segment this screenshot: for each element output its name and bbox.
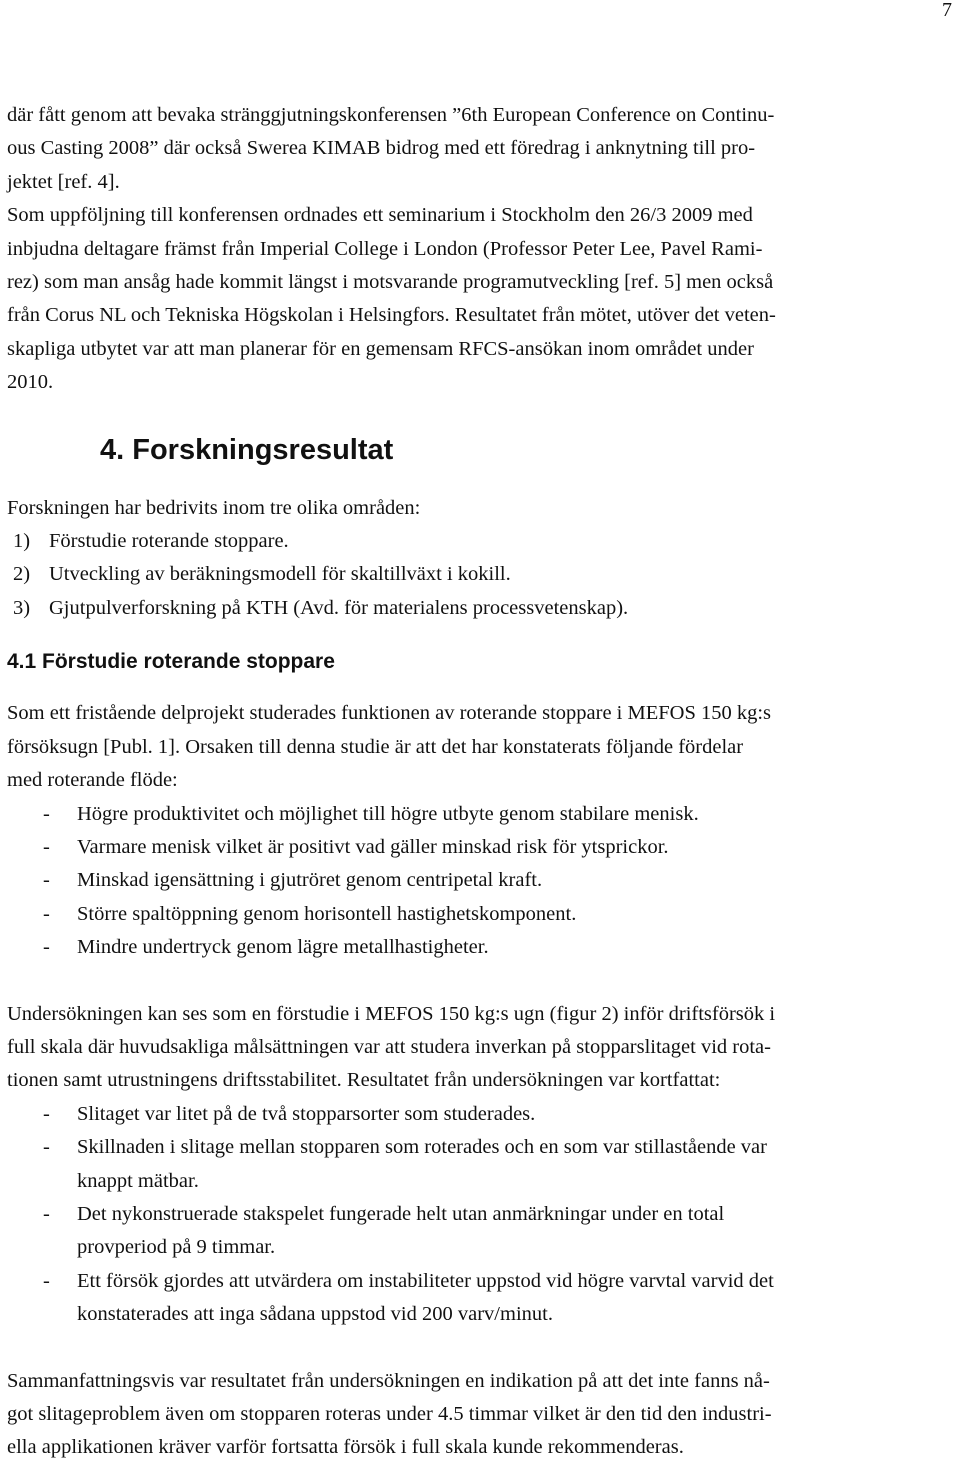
- intro-paragraph: [7, 99, 953, 400]
- list-item: [7, 525, 953, 558]
- list-item-text: [77, 1265, 953, 1332]
- list-item-text: Högre produktivitet och möjlighet till högre utbyte genom stabilare menisk.: [77, 802, 699, 825]
- text-line: got slitageproblem även om stopparen roteras under 4.5 timmar vilket är den tid den industri-: [7, 1403, 772, 1425]
- text-line: Skillnaden i slitage mellan stopparen som roterades och en som var stillastående var: [77, 1136, 767, 1159]
- text-line: ous Casting 2008” där också Swerea KIMAB bidrog med ett föredrag i anknytning till pro-: [7, 137, 756, 160]
- text-line: konstaterades att inga sådana uppstod vid 200 varv/minut.: [77, 1303, 553, 1326]
- list-item-text: Gjutpulverforskning på KTH (Avd. för materialens processvetenskap).: [49, 596, 629, 619]
- text-line: 2010.: [7, 371, 54, 394]
- list-item: [7, 798, 953, 831]
- text-line: Som ett fristående delprojekt studerades funktionen av roterande stoppare i MEFOS 150 kg:s: [7, 702, 772, 725]
- list-number: 3): [13, 596, 31, 619]
- text-line: Som uppföljning till konferensen ordnades ett seminarium i Stockholm den 26/3 2009 med: [7, 204, 753, 227]
- text-line: inbjudna deltagare främst från Imperial College i London (Professor Peter Lee, Pavel Rami-: [7, 237, 763, 260]
- list-item-text: Förstudie roterande stoppare.: [49, 530, 289, 553]
- list-item: [7, 558, 953, 591]
- text-line: där fått genom att bevaka stränggjutningskonferensen ”6th European Conference on Continu-: [7, 104, 775, 126]
- dash-bullet: -: [43, 1102, 50, 1125]
- paragraph: [7, 1365, 953, 1465]
- spacer: [7, 1332, 953, 1365]
- text-line: försöksugn [Publ. 1]. Orsaken till denna studie är att det har konstaterats följande fördelar: [7, 735, 744, 758]
- paragraph: [7, 998, 953, 1098]
- text-line: tionen samt utrustningens driftsstabilitet. Resultatet från undersökningen var kortfattat:: [7, 1069, 721, 1092]
- text-line: ella applikationen kräver varför fortsatta försök i full skala kunde rekommenderas.: [7, 1436, 684, 1459]
- list-item-text: Mindre undertryck genom lägre metallhastigheter.: [77, 936, 489, 959]
- list-item-text: [77, 1198, 953, 1265]
- dash-bullet: -: [43, 1269, 50, 1292]
- text-line: Ett försök gjordes att utvärdera om instabiliteter uppstod vid högre varvtal varvid det: [77, 1269, 774, 1292]
- text-line: Slitaget var litet på de två stopparsorter som studerades.: [77, 1102, 536, 1125]
- list-number: 1): [13, 530, 31, 553]
- text-line: full skala där huvudsakliga målsättningen var att studera inverkan på stopparslitaget vid rota-: [7, 1035, 771, 1058]
- bullet-list: [7, 1098, 953, 1332]
- list-item: [7, 592, 953, 625]
- section-heading: 4. Forskningsresultat: [100, 433, 394, 466]
- text-line: med roterande flöde:: [7, 769, 178, 792]
- list-item: [7, 1098, 953, 1131]
- dash-bullet: -: [43, 902, 50, 925]
- section-lead: Forskningen har bedrivits inom tre olika områden:: [7, 496, 421, 519]
- spacer: [7, 965, 953, 998]
- dash-bullet: -: [43, 835, 50, 858]
- list-number: 2): [13, 563, 31, 586]
- dash-bullet: -: [43, 936, 50, 959]
- list-item: [7, 1265, 953, 1332]
- text-line: från Corus NL och Tekniska Högskolan i Helsingfors. Resultatet från mötet, utöver det veten-: [7, 304, 776, 327]
- list-item-text: Varmare menisk vilket är positivt vad gäller minskad risk för ytsprickor.: [77, 835, 669, 858]
- dash-bullet: -: [43, 1202, 50, 1225]
- dash-bullet: -: [43, 802, 50, 825]
- paragraph: [7, 697, 953, 797]
- page-content: [7, 99, 953, 1465]
- text-line: knappt mätbar.: [77, 1169, 199, 1192]
- text-line: Undersökningen kan ses som en förstudie i MEFOS 150 kg:s ugn (figur 2) inför driftsförsök i: [7, 1002, 776, 1025]
- text-line: provperiod på 9 timmar.: [77, 1236, 276, 1259]
- text-line: rez) som man ansåg hade kommit längst i motsvarande programutveckling [ref. 5] men också: [7, 271, 774, 294]
- page-number: 7: [942, 0, 952, 21]
- dash-bullet: -: [43, 1136, 50, 1159]
- subsection-heading: 4.1 Förstudie roterande stoppare: [7, 650, 335, 674]
- bullet-list: [7, 798, 953, 965]
- text-line: jektet [ref. 4].: [7, 170, 120, 193]
- list-item-text: Utveckling av beräkningsmodell för skaltillväxt i kokill.: [49, 563, 511, 586]
- list-item: [7, 831, 953, 864]
- list-item-text: Större spaltöppning genom horisontell hastighetskomponent.: [77, 902, 577, 925]
- list-item: [7, 898, 953, 931]
- list-item-text: [77, 1131, 953, 1198]
- text-line: skapliga utbytet var att man planerar för en gemensam RFCS-ansökan inom området under: [7, 337, 754, 360]
- list-item: [7, 864, 953, 897]
- list-item: [7, 1131, 953, 1198]
- text-line: Sammanfattningsvis var resultatet från undersökningen en indikation på att det inte fanns nå-: [7, 1369, 770, 1392]
- list-item-text: [77, 1098, 953, 1131]
- text-line: Det nykonstruerade stakspelet fungerade helt utan anmärkningar under en total: [77, 1202, 725, 1225]
- list-item-text: Minskad igensättning i gjutröret genom centripetal kraft.: [77, 869, 543, 892]
- list-item: [7, 931, 953, 964]
- dash-bullet: -: [43, 869, 50, 892]
- list-item: [7, 1198, 953, 1265]
- numbered-list: [7, 525, 953, 625]
